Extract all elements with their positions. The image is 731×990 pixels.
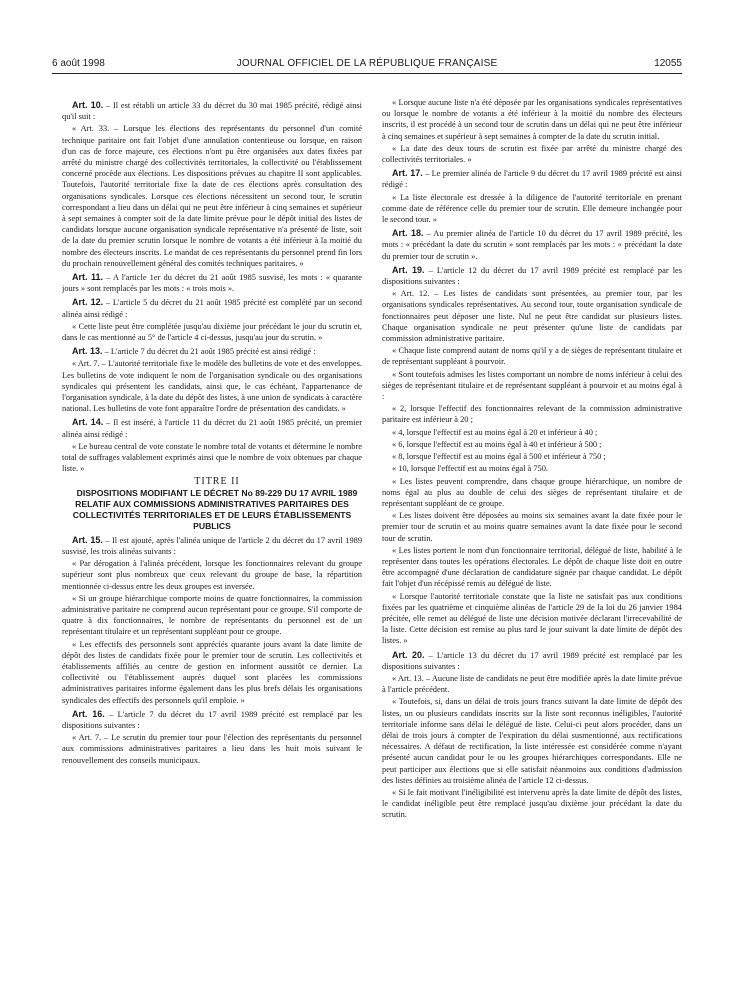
paragraph: [382, 439, 682, 450]
paragraph: [382, 476, 682, 510]
header-rule: [52, 73, 682, 74]
paragraph-text: – Il est ajouté, après l'alinéa unique de l'article 2 du décret du 17 avril 1989 susvisé, les trois alinéas suivants :: [62, 535, 362, 556]
article-label: Art. 13.: [72, 346, 103, 357]
paragraph-text: « Art. 7. – Le scrutin du premier tour pour l'élection des représentants du personnel aux commissions administratives paritaires a lieu dans les huit mois suivant le renouvellement des conseils municipaux.: [62, 733, 362, 765]
paragraph: [382, 510, 682, 544]
paragraph-text: – A l'article 1er du décret du 21 août 1985 susvisé, les mots : « quarante jours » sont remplacés par les mots : « trois mois ».: [62, 273, 362, 294]
paragraph: [382, 673, 682, 695]
article-label: Art. 12.: [72, 297, 104, 308]
paragraph-text: « Art. 33. – Lorsque les élections des représentants du personnel d'un comité technique paritaire ont fait l'objet d'une annulation contentieuse ou lorsque, en raison d'un cas de force majeure, ces élections n'ont pu être organisées aux dates fixées par arrêté du ministre chargé des collectivités territoriales, la collectivité ou l'établissement concerné procède aux élections. Les dispositions prévues au chapitre II sont applicables. Toutefois, l'autorité territoriale fixe la date de ces élections après consultation des organisations syndicales. Lorsque ces élections nécessitent un second tour, le scrutin correspondant a lieu dans un délai qui ne peut être inférieur à cinq semaines et supérieur à sept semaines à compter soit de la date limite prévue pour le dépôt initial des listes de candidats lorsque aucune organisation syndicale représentative n'a présenté de liste, soit de la date du premier scrutin lorsque le nombre de votants a été inférieur à la moitié du nombre des électeurs inscrits. Le mandat de ces représentants du personnel prend fin lors du prochain renouvellement général des comités techniques paritaires. »: [62, 124, 362, 268]
paragraph-text: – L'article 7 du décret du 17 avril 1989 précité est remplacé par les dispositions suivantes :: [62, 709, 362, 730]
article-label: Art. 17.: [392, 168, 423, 179]
paragraph-text: « Lorsque aucune liste n'a été déposée par les organisations syndicales représentatives ou lorsque le nombre de votants a été inférieur à la moitié du nombre des électeurs inscrits, il est procédé à un second tour de scrutin dans un délai qui ne peut être inférieur à cinq semaines et supérieur à sept semaines à compter de la date du scrutin initial.: [382, 98, 682, 141]
paragraph: [382, 265, 682, 287]
paragraph-text: – L'article 12 du décret du 17 avril 1989 précité est remplacé par les dispositions suivantes :: [382, 265, 682, 287]
article-label: Art. 14.: [72, 417, 104, 428]
article-label: Art. 19.: [392, 264, 425, 275]
paragraph: [62, 558, 362, 592]
paragraph: [62, 358, 362, 414]
paragraph: [62, 346, 362, 357]
paragraph: [382, 463, 682, 474]
paragraph: [382, 97, 682, 142]
section-title: TITRE II: [194, 475, 240, 487]
right-column: [382, 97, 682, 977]
paragraph: [382, 696, 682, 786]
paragraph: [382, 143, 682, 165]
paragraph-text: – L'article 5 du décret du 21 août 1985 précité est complété par un second alinéa ainsi rédigé :: [62, 298, 362, 319]
paragraph: [62, 272, 362, 294]
paragraph: [382, 650, 682, 672]
article-label: Art. 18.: [392, 228, 424, 239]
article-label: Art. 16.: [72, 708, 105, 719]
paragraph-text: – Au premier alinéa de l'article 10 du décret du 17 avril 1989 précité, les mots : « précédant la date du scrutin » sont remplacés par les mots : « précédant la date du premier tour de scrutin ».: [382, 229, 682, 261]
paragraph-text: « Art. 7. – L'autorité territoriale fixe le modèle des bulletins de vote et des enveloppes. Les bulletins de vote indiquent le nom de l'organisation syndicale ou des organisations syndicales qui présentent les candidats, ainsi que, le cas échéant, l'appartenance de l'organisation syndicale, à la date du dépôt des listes, à une union de syndicats à caractère national. Les bulletins de vote font apparaître l'ordre de présentation des candidats. »: [62, 359, 362, 414]
paragraph-text: « Si le fait motivant l'inéligibilité est intervenu après la date limite de dépôt des listes, le candidat inéligible peut être remplacé jusqu'au dixième jour précédant la date du scrutin.: [382, 787, 682, 820]
paragraph: [382, 369, 682, 403]
paragraph: [382, 451, 682, 462]
paragraph-text: « La date des deux tours de scrutin est fixée par arrêté du ministre chargé des collectivités territoriales. »: [382, 143, 682, 165]
paragraph: [62, 732, 362, 766]
page-number: 12055: [654, 58, 682, 69]
paragraph-text: – Il est rétabli un article 33 du décret du 30 mai 1985 précité, rédigé ainsi qu'il suit :: [62, 101, 362, 122]
paragraph-text: « Le bureau central de vote constate le nombre total de votants et détermine le nombre total de suffrages valablement exprimés ainsi que le nombre de voix obtenues par chaque liste. »: [62, 441, 362, 474]
paragraph-text: – Il est inséré, à l'article 11 du décret du 21 août 1985 précité, un premier alinéa ainsi rédigé :: [62, 418, 362, 439]
paragraph: [382, 228, 682, 262]
page-header: [52, 58, 682, 72]
article-label: Art. 10.: [72, 100, 104, 110]
paragraph-text: « Cette liste peut être complétée jusqu'au dixième jour précédant le jour du scrutin et, dans le cas mentionné au 5° de l'article 4 ci-dessus, jusqu'au jour du scrutin. »: [62, 321, 362, 343]
paragraph: [62, 593, 362, 638]
paragraph-text: « Sont toutefois admises les listes comportant un nombre de noms inférieur à celui des sièges de représentant titulaire et de représentant suppléant à pourvoir et au moins égal à :: [382, 369, 682, 402]
paragraph-text: – Le premier alinéa de l'article 9 du décret du 17 avril 1989 précité est ainsi rédigé :: [382, 169, 682, 190]
paragraph: [382, 192, 682, 226]
paragraph-text: « Par dérogation à l'alinéa précédent, lorsque les fonctionnaires relevant du groupe supérieur sont plus nombreux que ceux relevant du groupe de base, la répartition mentionnée ci-dessus entre les deux groupes est inversée.: [62, 559, 362, 591]
paragraph-text: – L'article 13 du décret du 17 avril 1989 précité est remplacé par les dispositions suivantes :: [382, 650, 682, 671]
journal-title: JOURNAL OFFICIEL DE LA RÉPUBLIQUE FRANÇAISE: [236, 58, 498, 69]
section-subtitle: DISPOSITIONS MODIFIANT LE DÉCRET No 89-229 DU 17 AVRIL 1989 RELATIF AUX COMMISSIONS ADMINISTRATIVES PARITAIRES DES COLLECTIVITÉS TERRITORIALES ET DE LEURS ÉTABLISSEMENTS PUBLICS: [72, 487, 358, 531]
paragraph-text: « Les listes peuvent comprendre, dans chaque groupe hiérarchique, un nombre de noms égal au plus au double de celui des sièges de représentant titulaire et de représentant suppléant de ce groupe.: [382, 476, 682, 508]
paragraph-text: « 6, lorsque l'effectif est au moins égal à 40 et inférieur à 500 ;: [392, 439, 602, 449]
paragraph: [382, 168, 682, 190]
paragraph: [382, 288, 682, 344]
paragraph-text: « 4, lorsque l'effectif est au moins égal à 20 et inférieur à 40 ;: [392, 427, 598, 437]
paragraph-text: « Lorsque l'autorité territoriale constate que la liste ne satisfait pas aux conditions fixées par les quatrième et cinquième alinéas de l'article 29 de la loi du 26 janvier 1984 précitée, elle remet au délégué de liste une décision motivée déclarant l'irrecevabilité de la liste. Cette décision est remise au plus tard le jour suivant la date limite de dépôt des listes. »: [382, 591, 682, 646]
paragraph: [382, 345, 682, 367]
paragraph: [382, 403, 682, 425]
paragraph: [62, 100, 362, 122]
paragraph-text: « Les listes portent le nom d'un fonctionnaire territorial, délégué de liste, habilité à le représenter dans toutes les opérations électorales. Le dépôt de chaque liste doit en outre être accompagné d'une déclaration de candidature signée par chaque candidat. Le dépôt fait l'objet d'un récépissé remis au délégué de liste.: [382, 545, 682, 589]
paragraph: [62, 535, 362, 557]
paragraph-text: « Les listes doivent être déposées au moins six semaines avant la date fixée pour le premier tour de scrutin et au moins quatre semaines avant la date fixée pour le second tour de scrutin.: [382, 511, 682, 543]
header-date: 6 août 1998: [52, 58, 105, 69]
paragraph: [62, 123, 362, 269]
paragraph-text: « Si un groupe hiérarchique comporte moins de quatre fonctionnaires, la commission administrative paritaire ne comprend aucun représentant pour ce groupe. S'il comporte de quatre à dix fonctionnaires, le nombre de représentants du personnel est de un représentant titulaire et un représentant suppléant pour ce groupe.: [62, 593, 362, 637]
article-label: Art. 11.: [72, 272, 104, 283]
paragraph-text: – L'article 7 du décret du 21 août 1985 précité est ainsi rédigé :: [102, 347, 316, 357]
paragraph-text: « Chaque liste comprend autant de noms qu'il y a de sièges de représentant titulaire et de représentant suppléant à pourvoir.: [382, 346, 682, 367]
article-label: Art. 15.: [72, 534, 103, 545]
paragraph: [62, 441, 362, 475]
paragraph: [382, 545, 682, 590]
paragraph: [382, 787, 682, 821]
paragraph-text: « Art. 12. – Les listes de candidats sont présentées, au premier tour, par les organisations syndicales représentatives. Au second tour, toute organisation syndicale de fonctionnaires peut déposer une liste. Nul ne peut être candidat sur plusieurs listes. Chaque organisation syndicale ne peut présenter qu'une liste de candidats par commission administrative paritaire.: [382, 289, 682, 344]
article-label: Art. 20.: [392, 649, 425, 660]
paragraph-text: « 2, lorsque l'effectif des fonctionnaires relevant de la commission administrative paritaire est inférieur à 20 ;: [382, 404, 682, 425]
paragraph-text: « 10, lorsque l'effectif est au moins égal à 750.: [392, 464, 549, 474]
paragraph: [382, 591, 682, 647]
paragraph: [62, 709, 362, 731]
left-column: [62, 97, 362, 977]
paragraph-text: « Les effectifs des personnels sont appréciés quarante jours avant la date limite de dépôt des listes de candidats fixée pour le premier tour de scrutin. Les collectivités et établissements affiliés au centre de gestion en informent aussitôt ce dernier. La collectivité ou l'établissement auprès duquel sont placées les commissions administratives paritaires informe également dans les plus brefs délais les organisations syndicales des effectifs des personnels qu'il emploie. »: [62, 639, 362, 705]
paragraph: [62, 321, 362, 343]
paragraph-text: « 8, lorsque l'effectif est au moins égal à 500 et inférieur à 750 ;: [392, 452, 606, 462]
paragraph-text: « Toutefois, si, dans un délai de trois jours francs suivant la date limite de dépôt des listes, un ou plusieurs candidats inscrits sur la liste sont reconnus inéligibles, l'autorité territoriale informe sans délai le délégué de liste. Celui-ci peut alors procéder, dans un délai de trois jours à compter de l'expiration du délai susmentionné, aux rectifications nécessaires. A défaut de rectification, la liste intéressée est considérée comme n'ayant présenté aucun candidat pour le ou les groupes hiérarchiques correspondants. Elle ne peut participer aux élections que si elle satisfait néanmoins aux conditions d'admission des listes définies au troisième alinéa de l'article 12 ci-dessus.: [382, 697, 682, 785]
paragraph-text: « Art. 13. – Aucune liste de candidats ne peut être modifiée après la date limite prévue à l'article précédent.: [382, 673, 682, 695]
paragraph: [62, 417, 362, 439]
paragraph: [62, 639, 362, 706]
paragraph: [62, 297, 362, 319]
paragraph: [382, 427, 682, 438]
paragraph-text: « La liste électorale est dressée à la diligence de l'autorité territoriale en prenant comme date de référence celle du premier tour de scrutin. Elle demeure inchangée pour le second tour. »: [382, 192, 682, 225]
